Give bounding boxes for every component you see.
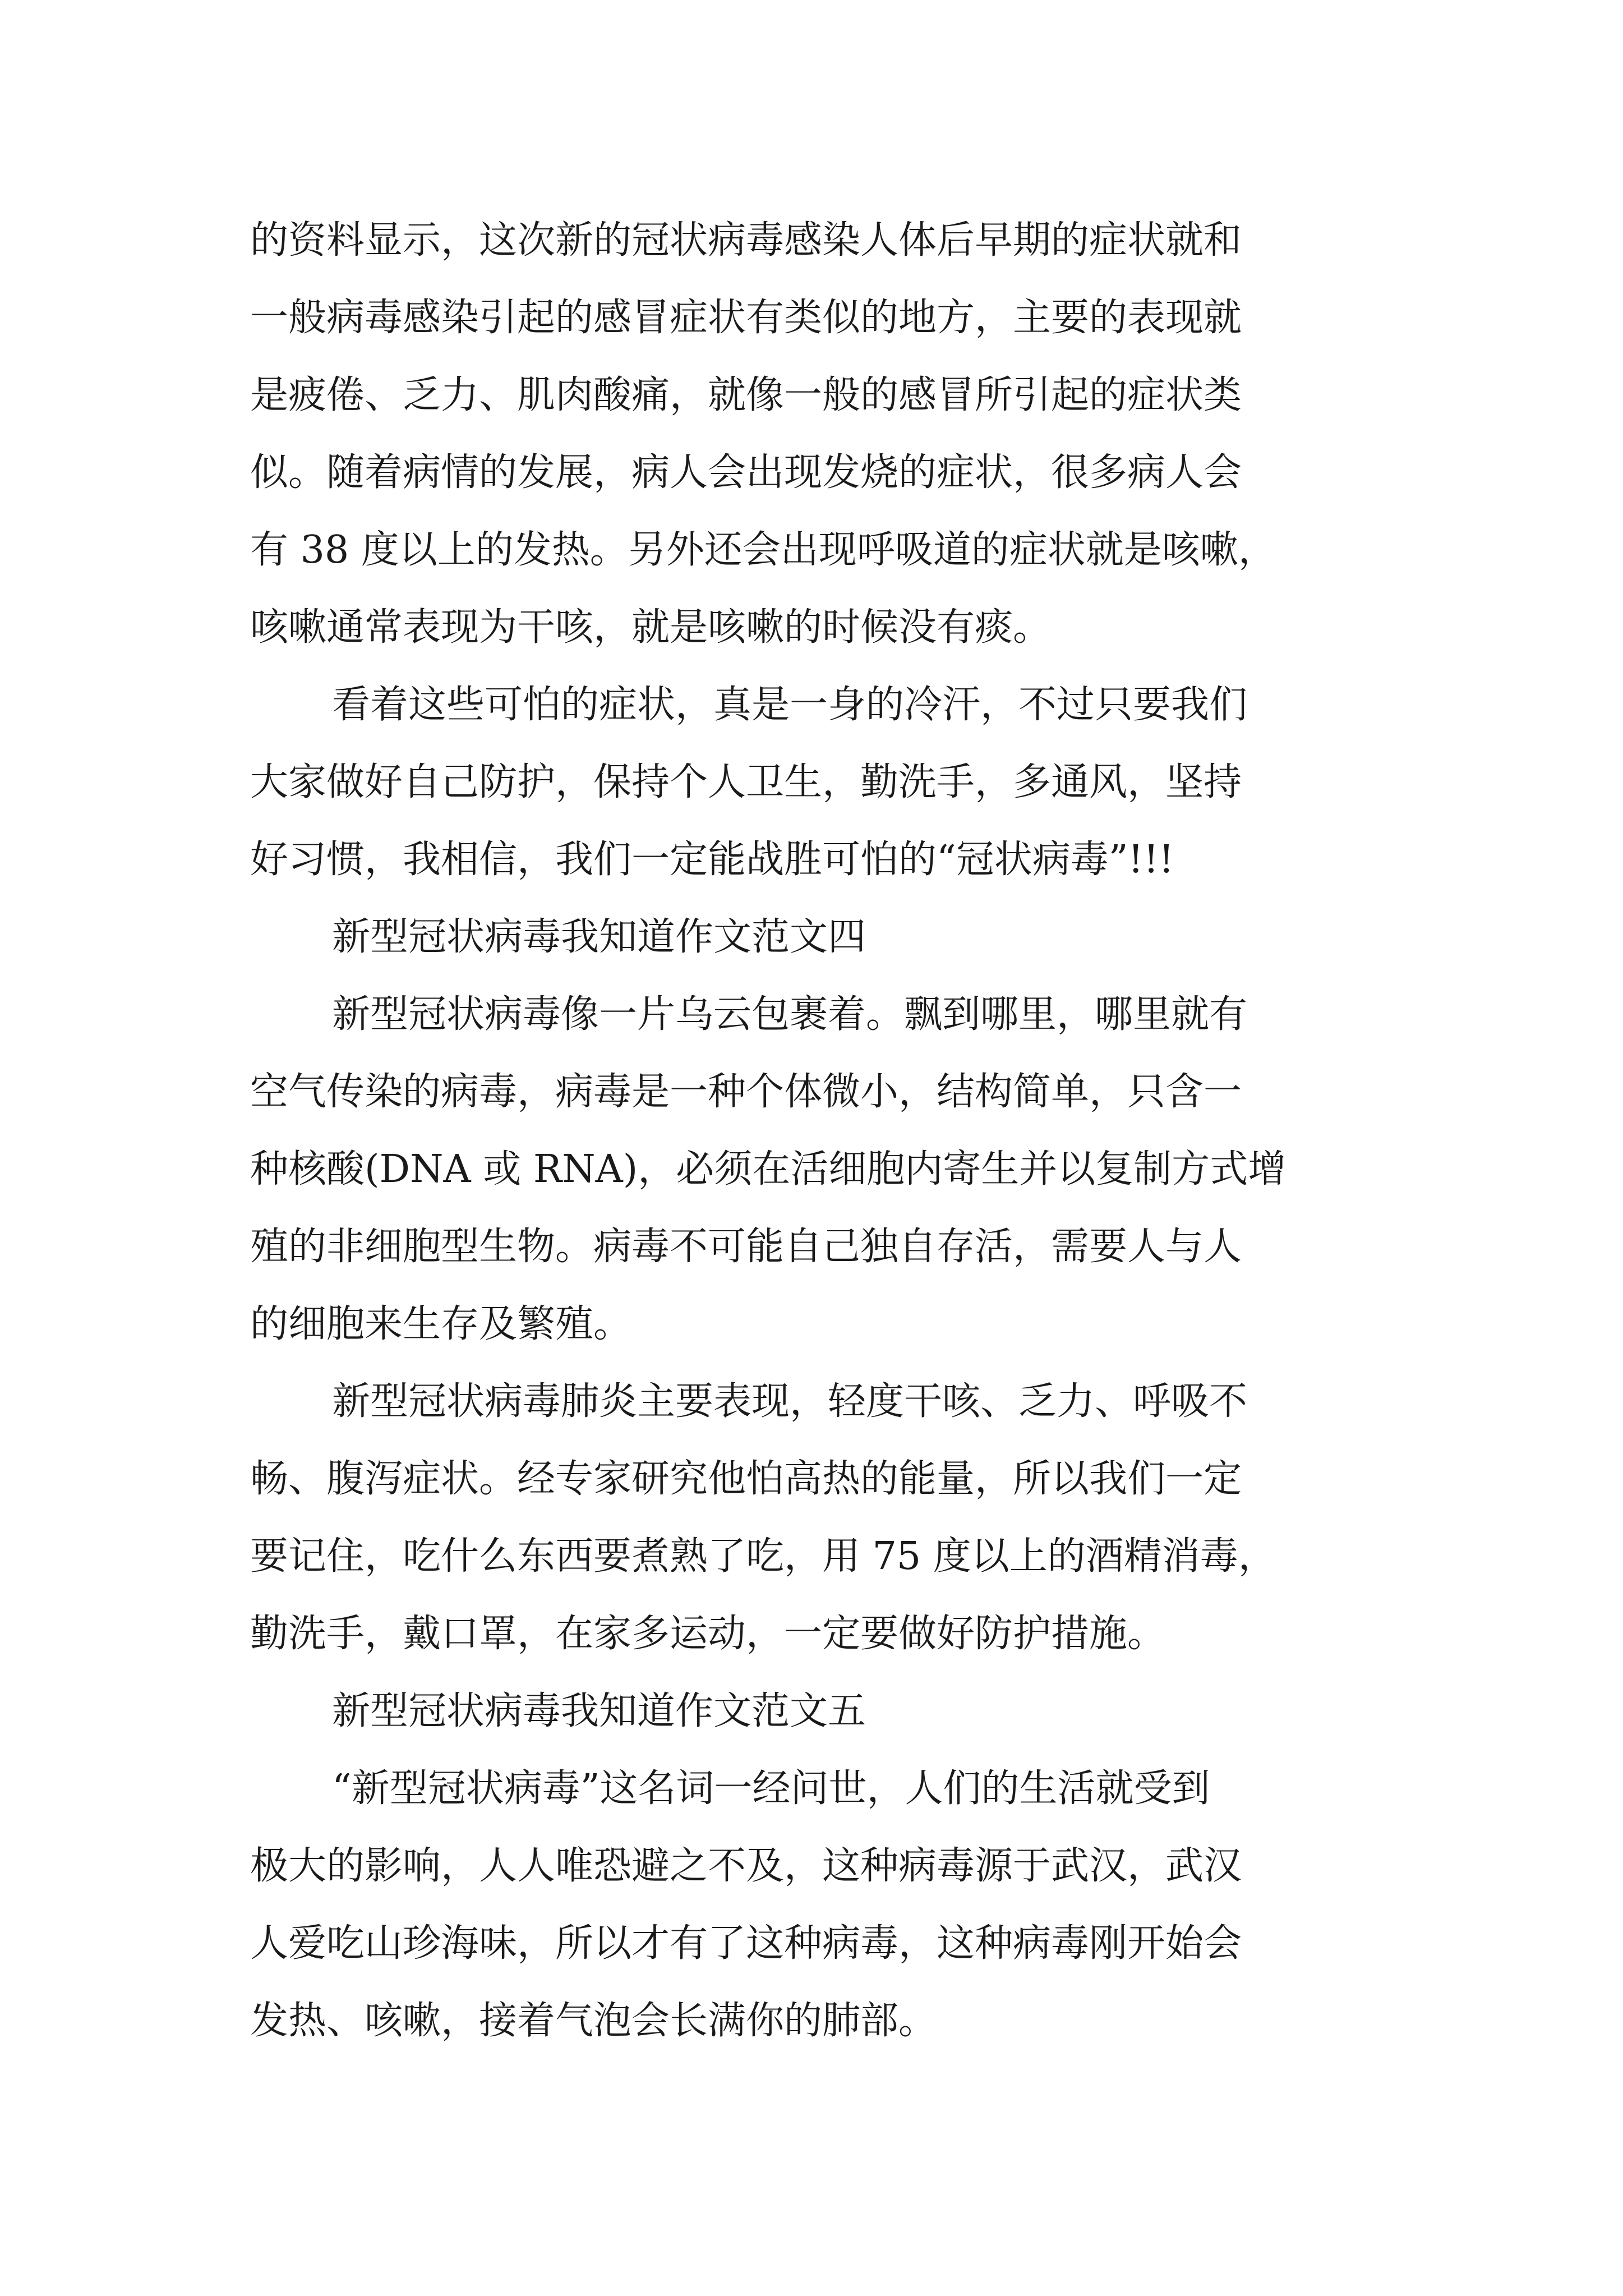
text-line: 好习惯，我相信，我们一定能战胜可怕的“冠状病毒”!!! [250,838,1174,882]
essay-text [250,202,1383,2060]
text-line: 咳嗽通常表现为干咳，就是咳嗽的时候没有痰。 [250,605,1052,650]
text-line: 殖的非细胞型生物。病毒不可能自己独自存活，需要人与人 [250,1225,1242,1269]
text-line: 畅、腹泻症状。经专家研究他怕高热的能量，所以我们一定 [250,1457,1242,1501]
text-line: 有 38 度以上的发热。另外还会出现呼吸道的症状就是咳嗽， [250,528,1276,572]
section-heading: 新型冠状病毒我知道作文范文四 [332,915,866,959]
text-line: 大家做好自己防护，保持个人卫生，勤洗手，多通风，坚持 [250,760,1242,804]
text-line: 的资料显示，这次新的冠状病毒感染人体后早期的症状就和 [250,218,1242,263]
text-line: 要记住，吃什么东西要煮熟了吃，用 75 度以上的酒精消毒， [250,1534,1276,1579]
paragraph-start-line: 新型冠状病毒像一片乌云包裹着。飘到哪里，哪里就有 [332,992,1248,1037]
paragraph-start-line: 新型冠状病毒肺炎主要表现，轻度干咳、乏力、呼吸不 [332,1379,1248,1424]
text-line: 极大的影响，人人唯恐避之不及，这种病毒源于武汉，武汉 [250,1844,1242,1888]
text-line: 的细胞来生存及繁殖。 [250,1302,632,1346]
text-line: 是疲倦、乏力、肌肉酸痛，就像一般的感冒所引起的症状类 [250,373,1242,417]
text-line: 发热、咳嗽，接着气泡会长满你的肺部。 [250,1999,937,2043]
text-line: 勤洗手，戴口罩，在家多运动，一定要做好防护措施。 [250,1612,1166,1656]
paragraph-start-line: 看着这些可怕的症状，真是一身的冷汗，不过只要我们 [332,683,1248,727]
text-line: 空气传染的病毒，病毒是一种个体微小，结构简单，只含一 [250,1070,1242,1114]
section-heading: 新型冠状病毒我知道作文范文五 [332,1689,866,1733]
paragraph-start-line: “新型冠状病毒”这名词一经问世，人们的生活就受到 [332,1766,1210,1811]
text-line: 一般病毒感染引起的感冒症状有类似的地方，主要的表现就 [250,296,1242,340]
text-line: 种核酸(DNA 或 RNA)，必须在活细胞内寄生并以复制方式增 [250,1147,1287,1191]
text-line: 人爱吃山珍海味，所以才有了这种病毒，这种病毒刚开始会 [250,1921,1242,1966]
text-line: 似。随着病情的发展，病人会出现发烧的症状，很多病人会 [250,450,1242,495]
